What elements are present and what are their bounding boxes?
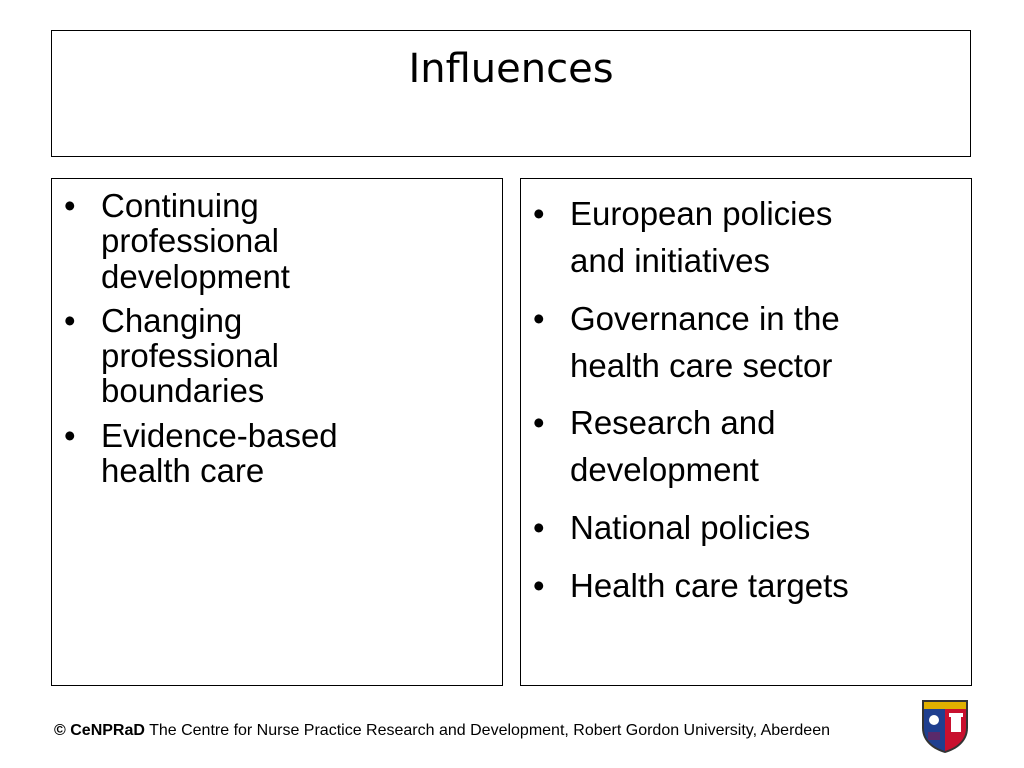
bullet-line: boundaries (101, 372, 265, 410)
bullet-item (533, 505, 961, 552)
footer-text: The Centre for Nurse Practice Research and Development, Robert Gordon University, Aberdeen (144, 722, 830, 739)
bullet-line: Governance in the (570, 299, 840, 337)
crest-gold-band (924, 702, 966, 709)
crest-lower-plate (928, 732, 940, 740)
bullet-line: development (101, 257, 290, 295)
bullet-item (533, 191, 961, 285)
title-placeholder (51, 30, 971, 157)
bullet-marker: • (64, 301, 76, 339)
bullet-marker: • (533, 195, 545, 232)
bullet-item (533, 400, 961, 494)
bullet-line: Research and (570, 404, 776, 442)
crest-blue-field (924, 702, 945, 751)
bullet-line: Health care targets (570, 567, 849, 605)
slide-title: Influences (408, 46, 614, 92)
bullet-line: National policies (570, 509, 811, 547)
bullet-marker: • (64, 416, 76, 454)
bullet-line: professional (101, 337, 279, 375)
bullet-line: development (570, 451, 759, 489)
bullet-line: health care (101, 452, 265, 490)
bullet-marker: • (64, 187, 76, 224)
footer-credit (54, 720, 830, 742)
bullet-line: Changing (101, 301, 243, 339)
crest-tower-top-icon (949, 713, 963, 717)
university-crest-logo (920, 698, 970, 754)
bullet-marker: • (533, 404, 545, 442)
bullet-item (64, 303, 482, 409)
footer-copyright: © CeNPRaD (54, 722, 145, 739)
right-content-panel (520, 178, 972, 686)
left-bullet-list (64, 188, 482, 497)
bullet-line: professional (101, 222, 279, 260)
bullet-line: European policies (570, 195, 833, 232)
crest-emblem-icon (929, 715, 939, 725)
bullet-marker: • (533, 567, 545, 605)
left-content-panel (51, 178, 503, 686)
bullet-item (533, 296, 961, 390)
bullet-line: Continuing (101, 187, 259, 224)
bullet-marker: • (533, 299, 545, 337)
bullet-item (533, 563, 961, 610)
bullet-line: Evidence-based (101, 416, 338, 454)
bullet-item (64, 418, 482, 489)
bullet-line: health care sector (570, 346, 833, 384)
right-bullet-list (533, 191, 961, 621)
bullet-line: and initiatives (570, 241, 770, 279)
crest-tower-icon (951, 716, 961, 732)
bullet-marker: • (533, 509, 545, 547)
bullet-item (64, 188, 482, 294)
